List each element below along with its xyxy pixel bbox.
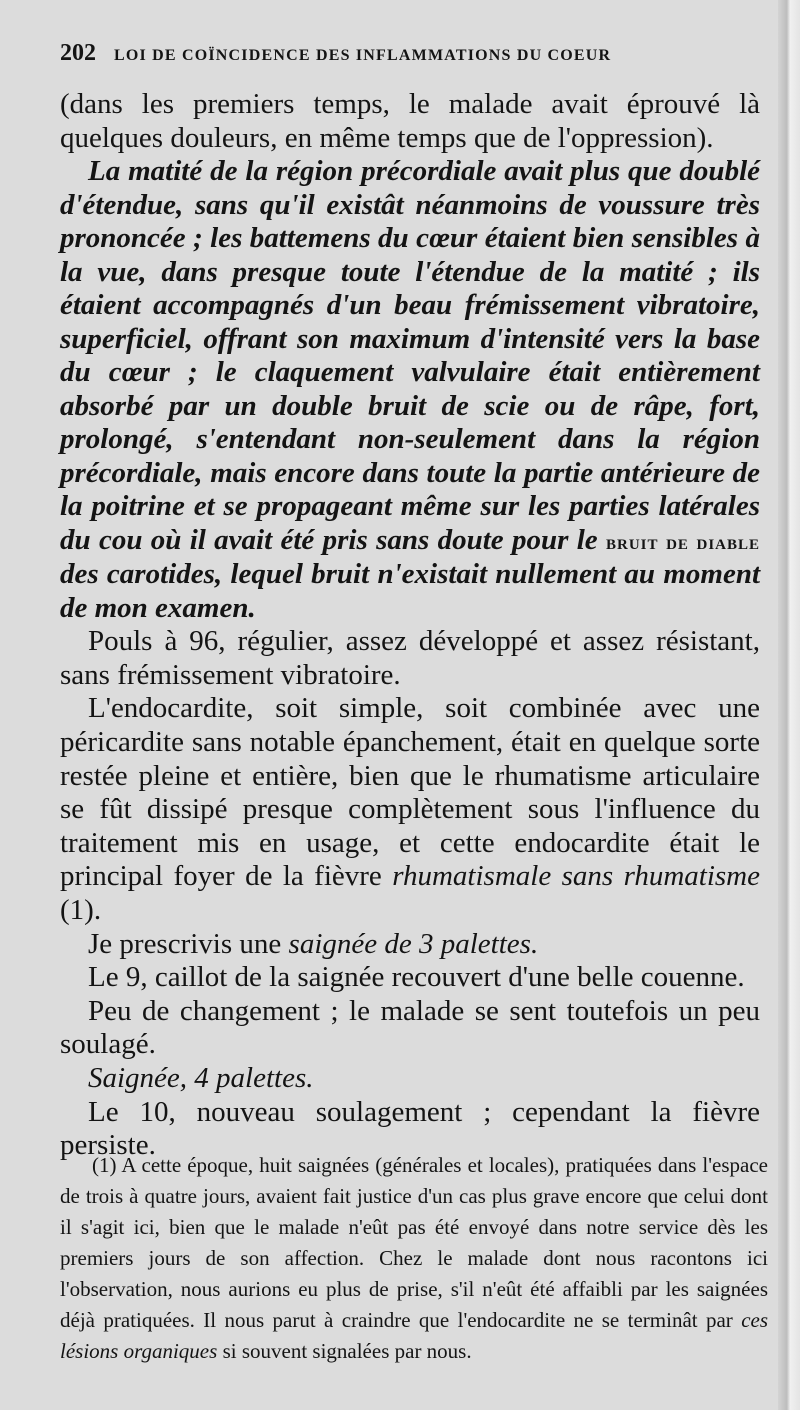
paragraph-endocardite	[60, 692, 760, 927]
paragraph-saignee	[60, 1062, 760, 1096]
paragraph-changement: Peu de changement ; le malade se sent toutefois un peu soulagé.	[60, 994, 760, 1061]
bruit-de-diable: bruit de diable	[605, 528, 761, 554]
prescription-text: Je prescrivis une	[88, 927, 282, 960]
footnote-end: si souvent signalées par nous.	[222, 1339, 472, 1363]
page-number: 202	[60, 40, 96, 66]
saignee-italic: Saignée, 4 palettes.	[88, 1061, 314, 1094]
page-header	[60, 40, 760, 80]
endocardite-text: L'endocardite, soit simple, soit combinée avec une péricardite sans notable épanchement, était en quelque sorte restée pleine et entière, bien que le rhumatisme articulaire se fût dissipé presque complètement sous l'influence du traitement mis en usage, et cette endocardite était le principal foyer de la fièvre	[60, 692, 760, 893]
footnote-reference: (1).	[60, 893, 102, 926]
main-text	[60, 88, 760, 1163]
observation-text: La matité de la région précordiale avait plus que doublé d'étendue, sans qu'il existât néanmoins de voussure très prononcée ; les battemens du cœur étaient bien sensibles à la vue, dans presque toute l'étendue de la matité ; ils étaient accompagnés d'un beau frémissement vibratoire, superficiel, offrant son maximum d'intensité vers la base du cœur ; le claquement valvulaire était entièrement absorbé par un double bruit de scie ou de râpe, fort, prolongé, s'entendant non-seulement dans la région précordiale, mais encore dans toute la partie antérieure de la poitrine et se propageant même sur les parties latérales du cou où il avait été pris sans doute pour le	[60, 155, 760, 556]
prescription-italic: saignée de 3 palettes.	[288, 927, 539, 960]
footnote-italic: ces lésions organiques	[60, 1308, 769, 1363]
observation-text-end: des carotides, lequel bruit n'existait nullement au moment de mon examen.	[60, 558, 760, 624]
paragraph-prescription	[60, 928, 760, 962]
paragraph-pouls: Pouls à 96, régulier, assez développé et assez résistant, sans frémissement vibratoire.	[60, 625, 760, 691]
footnote	[60, 1150, 768, 1367]
running-head: LOI DE COÏNCIDENCE DES INFLAMMATIONS DU COEUR	[114, 47, 612, 64]
page-edge	[778, 0, 800, 1410]
paragraph-day-9: Le 9, caillot de la saignée recouvert d'une belle couenne.	[88, 961, 745, 994]
paragraph-continuation: (dans les premiers temps, le malade avait éprouvé là quelques douleurs, en même temps que de l'oppression).	[60, 88, 760, 154]
paragraph-day-10: Le 10, nouveau soulagement ; cependant la fièvre persiste.	[60, 1095, 760, 1162]
paragraph-observation	[60, 155, 760, 625]
footnote-text: (1) A cette époque, huit saignées (générales et locales), pratiquées dans l'espace de trois à quatre jours, avaient fait justice d'un cas plus grave encore que celui dont il s'agit ici, bien que le malade n'eût pas été envoyé dans notre service dès les premiers jours de son affection. Chez le malade dont nous racontons ici l'observation, nous aurions eu plus de prise, s'il n'eût été affaibli par les saignées déjà pratiquées. Il nous parut à craindre que l'endocardite ne se terminât par	[60, 1153, 768, 1332]
endocardite-italic: rhumatismale sans rhumatisme	[392, 860, 760, 893]
footnote-1	[60, 1150, 768, 1367]
